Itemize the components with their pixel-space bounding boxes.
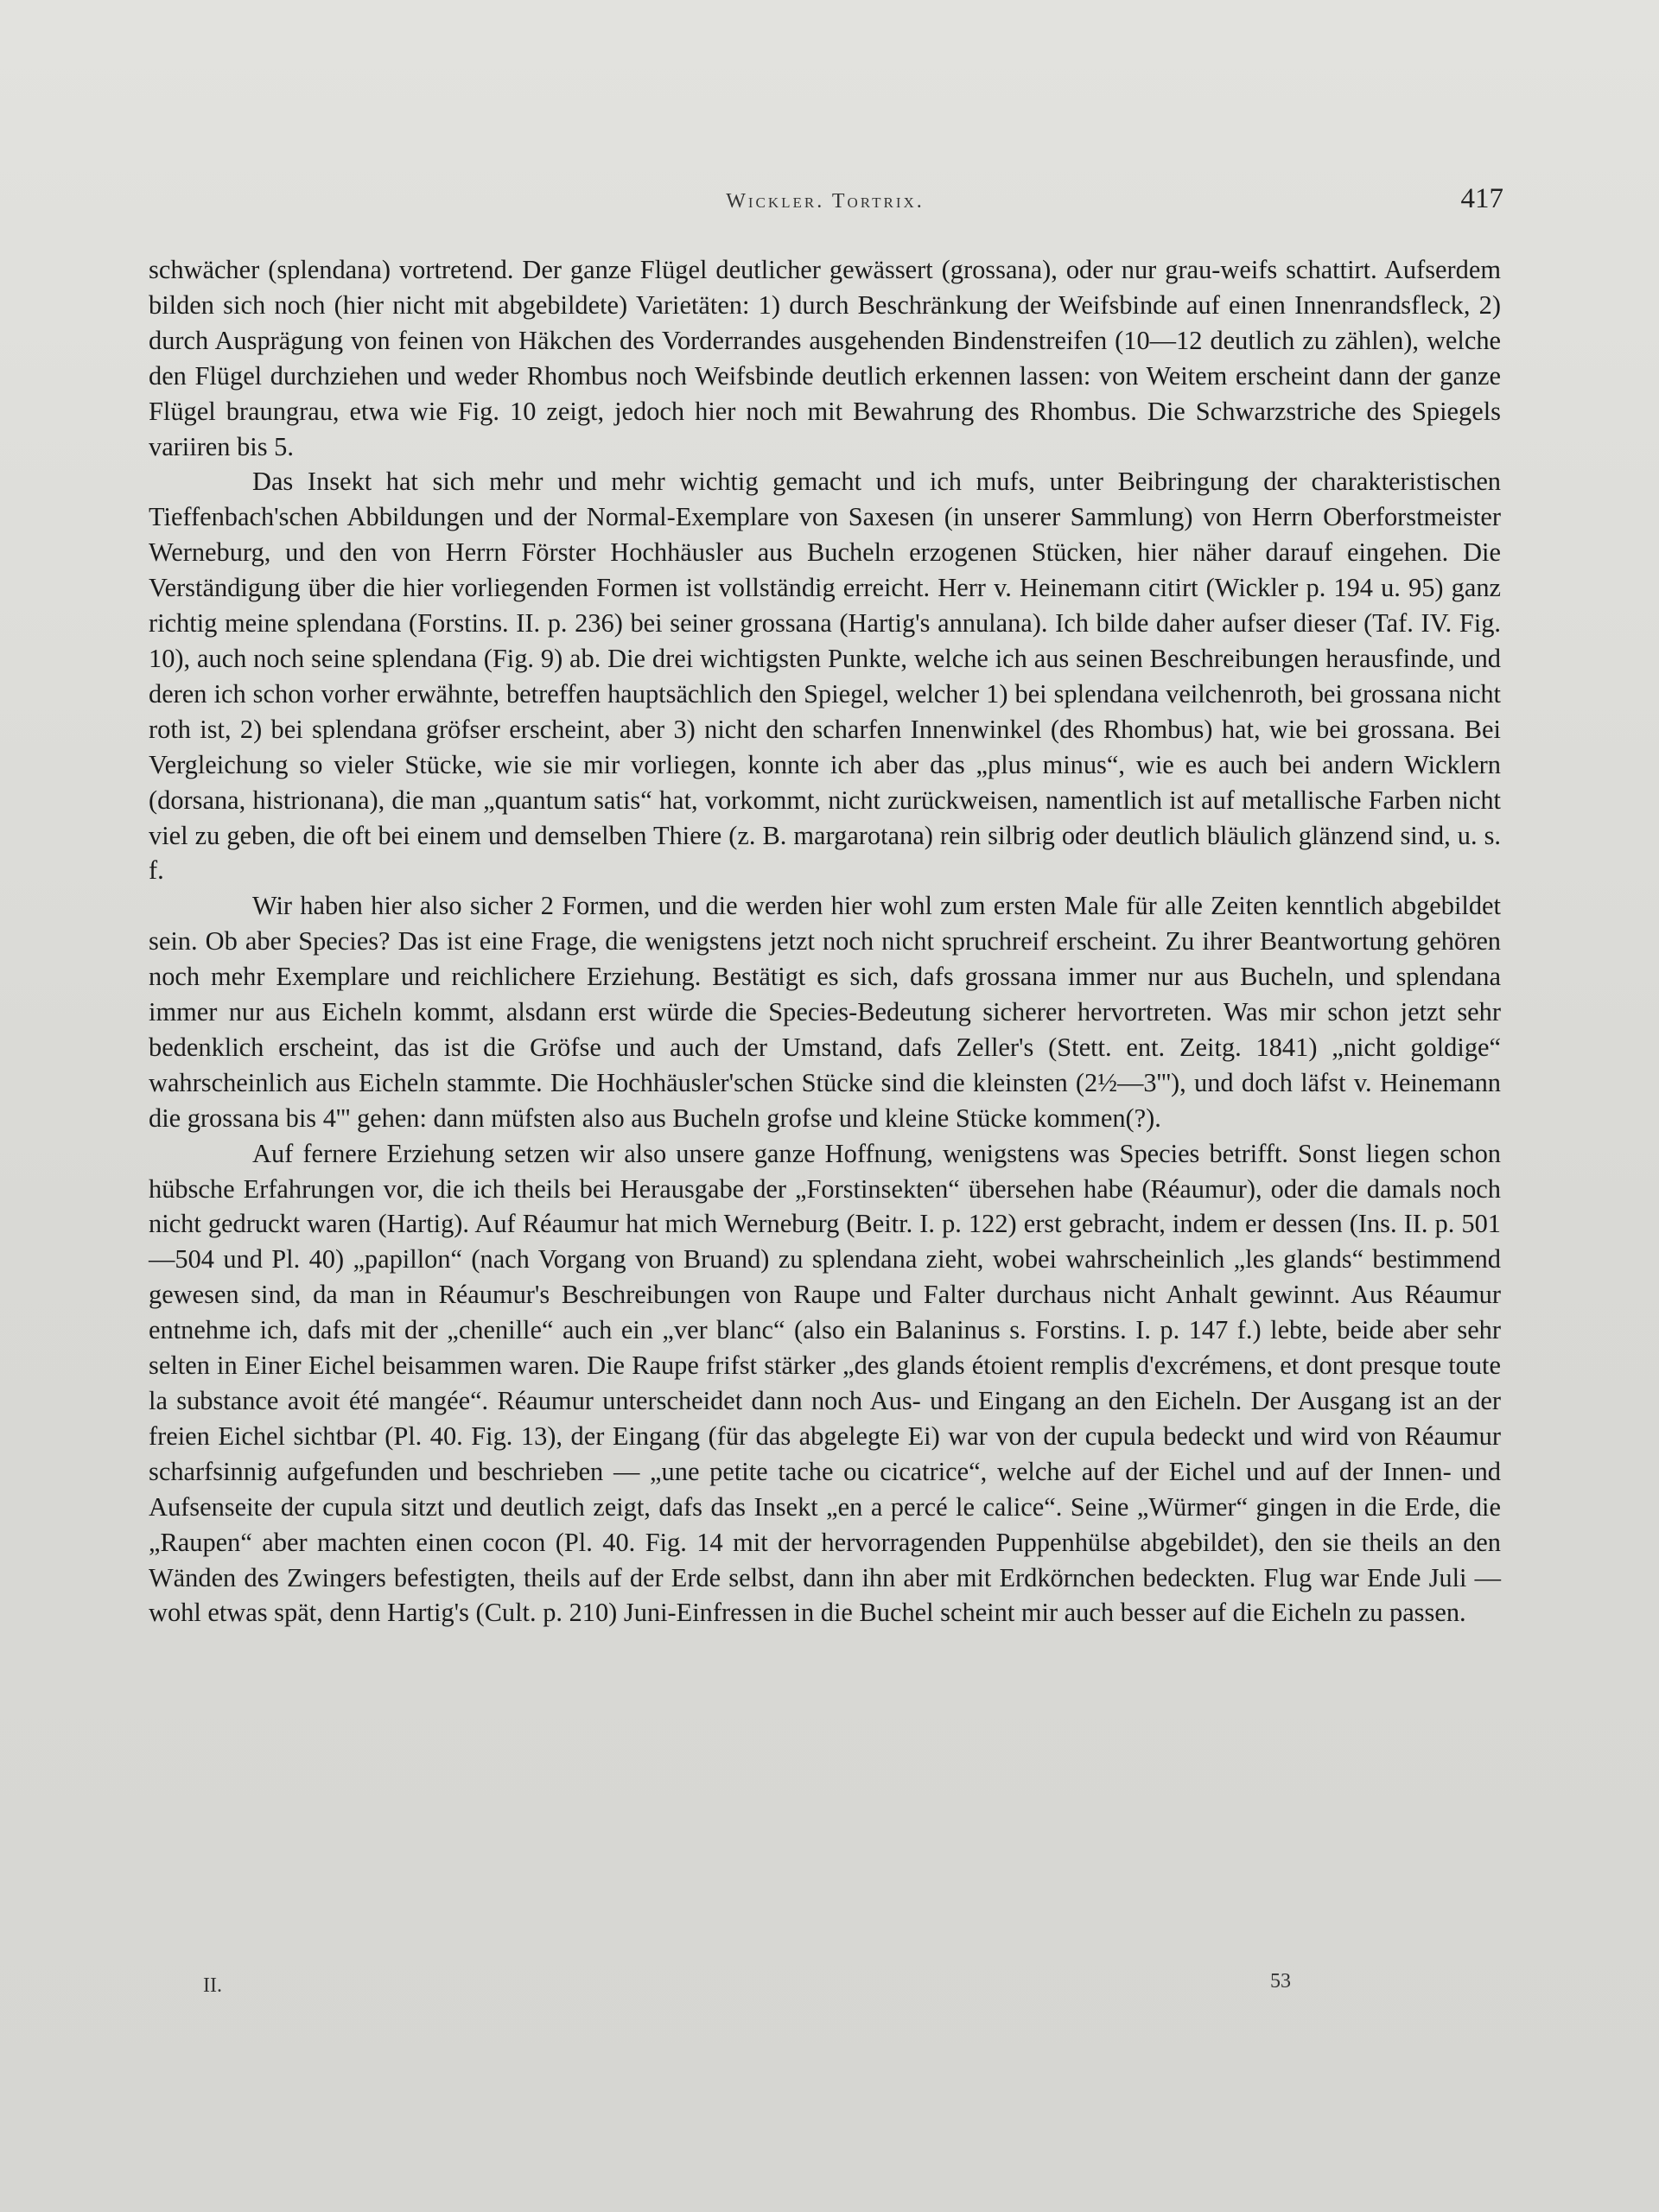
page-number: 417 (1460, 183, 1503, 214)
sheet-number: 53 (1270, 1970, 1291, 1993)
page-footer (203, 1970, 1300, 2009)
body-text (149, 252, 1501, 1630)
paragraph-2: Das Insekt hat sich mehr und mehr wichtig gemacht und ich mufs, unter Beibringung der charakteristischen Tieffenbach'schen Abbildungen und der Normal-Exemplare von Saxesen (in unserer Sammlung) von Herrn Oberforstmeister Werneburg, und den von Herrn Förster Hochhäusler aus Bucheln erzogenen Stücken, hier näher darauf eingehen. Die Verständigung über die hier vorliegenden Formen ist vollständig erreicht. Herr v. Heinemann citirt (Wickler p. 194 u. 95) ganz richtig meine splendana (Forstins. II. p. 236) bei seiner grossana (Hartig's annulana). Ich bilde daher aufser dieser (Taf. IV. Fig. 10), auch noch seine splendana (Fig. 9) ab. Die drei wichtigsten Punkte, welche ich aus seinen Beschreibungen herausfinde, und deren ich schon vorher erwähnte, betreffen hauptsächlich den Spiegel, welcher 1) bei splendana veilchenroth, bei grossana nicht roth ist, 2) bei splendana gröfser erscheint, aber 3) nicht den scharfen Innenwinkel (des Rhombus) hat, wie bei grossana. Bei Vergleichung so vieler Stücke, wie sie mir vorliegen, konnte ich aber das „plus minus“, wie es auch bei andern Wicklern (dorsana, histrionana), die man „quantum satis“ hat, vorkommt, nicht zurückweisen, namentlich ist auf metallische Farben nicht viel zu geben, die oft bei einem und demselben Thiere (z. B. margarotana) rein silbrig oder deutlich bläulich glänzend sind, u. s. f. (149, 467, 1501, 886)
paragraph-3: Wir haben hier also sicher 2 Formen, und die werden hier wohl zum ersten Male für alle Zeiten kenntlich abgebildet sein. Ob aber Species? Das ist eine Frage, die wenigstens jetzt noch nicht spruchreif erscheint. Zu ihrer Beantwortung gehören noch mehr Exemplare und reichlichere Erziehung. Bestätigt es sich, dafs grossana immer nur aus Bucheln, und splendana immer nur aus Eicheln kommt, alsdann erst würde die Species-Bedeutung sicherer hervortreten. Was mir schon jetzt sehr bedenklich erscheint, das ist die Gröfse und auch der Umstand, dafs Zeller's (Stett. ent. Zeitg. 1841) „nicht goldige“ wahrscheinlich aus Eicheln stammte. Die Hochhäusler'schen Stücke sind die kleinsten (2½—3'''), und doch läfst v. Heinemann die grossana bis 4''' gehen: dann müfsten also aus Bucheln grofse und kleine Stücke kommen(?). (149, 891, 1501, 1133)
paragraph-1: schwächer (splendana) vortretend. Der ganze Flügel deutlicher gewässert (grossana), oder nur grau-weifs schattirt. Aufserdem bilden sich noch (hier nicht mit abgebildete) Varietäten: 1) durch Beschränkung der Weifsbinde auf einen Innenrandsfleck, 2) durch Ausprägung von feinen von Häkchen des Vorderrandes ausgehenden Bindenstreifen (10—12 deutlich zu zählen), welche den Flügel durchziehen und weder Rhombus noch Weifsbinde deutlich erkennen lassen: von Weitem erscheint dann der ganze Flügel braungrau, etwa wie Fig. 10 zeigt, jedoch hier noch mit Bewahrung des Rhombus. Die Schwarzstriche des Spiegels variiren bis 5. (149, 255, 1501, 461)
page-header (147, 183, 1503, 226)
signature-mark: II. (203, 1974, 222, 1997)
running-head: Wickler. Tortrix. (726, 190, 925, 213)
paragraph-4: Auf fernere Erziehung setzen wir also unsere ganze Hoffnung, wenigstens was Species betrifft. Sonst liegen schon hübsche Erfahrungen vor, die ich theils bei Herausgabe der „Forstinsekten“ übersehen habe (Réaumur), oder die damals noch nicht gedruckt waren (Hartig). Auf Réaumur hat mich Werneburg (Beitr. I. p. 122) erst gebracht, indem er dessen (Ins. II. p. 501—504 und Pl. 40) „papillon“ (nach Vorgang von Bruand) zu splendana zieht, wobei wahrscheinlich „les glands“ bestimmend gewesen sind, da man in Réaumur's Beschreibungen von Raupe und Falter durchaus nicht Anhalt gewinnt. Aus Réaumur entnehme ich, dafs mit der „chenille“ auch ein „ver blanc“ (also ein Balaninus s. Forstins. I. p. 147 f.) lebte, beide aber sehr selten in Einer Eichel beisammen waren. Die Raupe frifst stärker „des glands étoient remplis d'excrémens, et dont presque toute la substance avoit été mangée“. Réaumur unterscheidet dann noch Aus- und Eingang an den Eicheln. Der Ausgang ist an der freien Eichel sichtbar (Pl. 40. Fig. 13), der Eingang (für das abgelegte Ei) war von der cupula bedeckt und wird von Réaumur scharfsinnig aufgefunden und beschrieben — „une petite tache ou cicatrice“, welche auf der Eichel und auf der Innen- und Aufsenseite der cupula sitzt und deutlich zeigt, dafs das Insekt „en a percé le calice“. Seine „Würmer“ gingen in die Erde, die „Raupen“ aber machten einen cocon (Pl. 40. Fig. 14 mit der hervorragenden Puppenhülse abgebildet), den sie theils an den Wänden des Zwingers befestigten, theils auf der Erde selbst, dann ihn aber mit Erdkörnchen bedeckten. Flug war Ende Juli — wohl etwas spät, denn Hartig's (Cult. p. 210) Juni-Einfressen in die Buchel scheint mir auch besser auf die Eicheln zu passen. (149, 1138, 1501, 1628)
